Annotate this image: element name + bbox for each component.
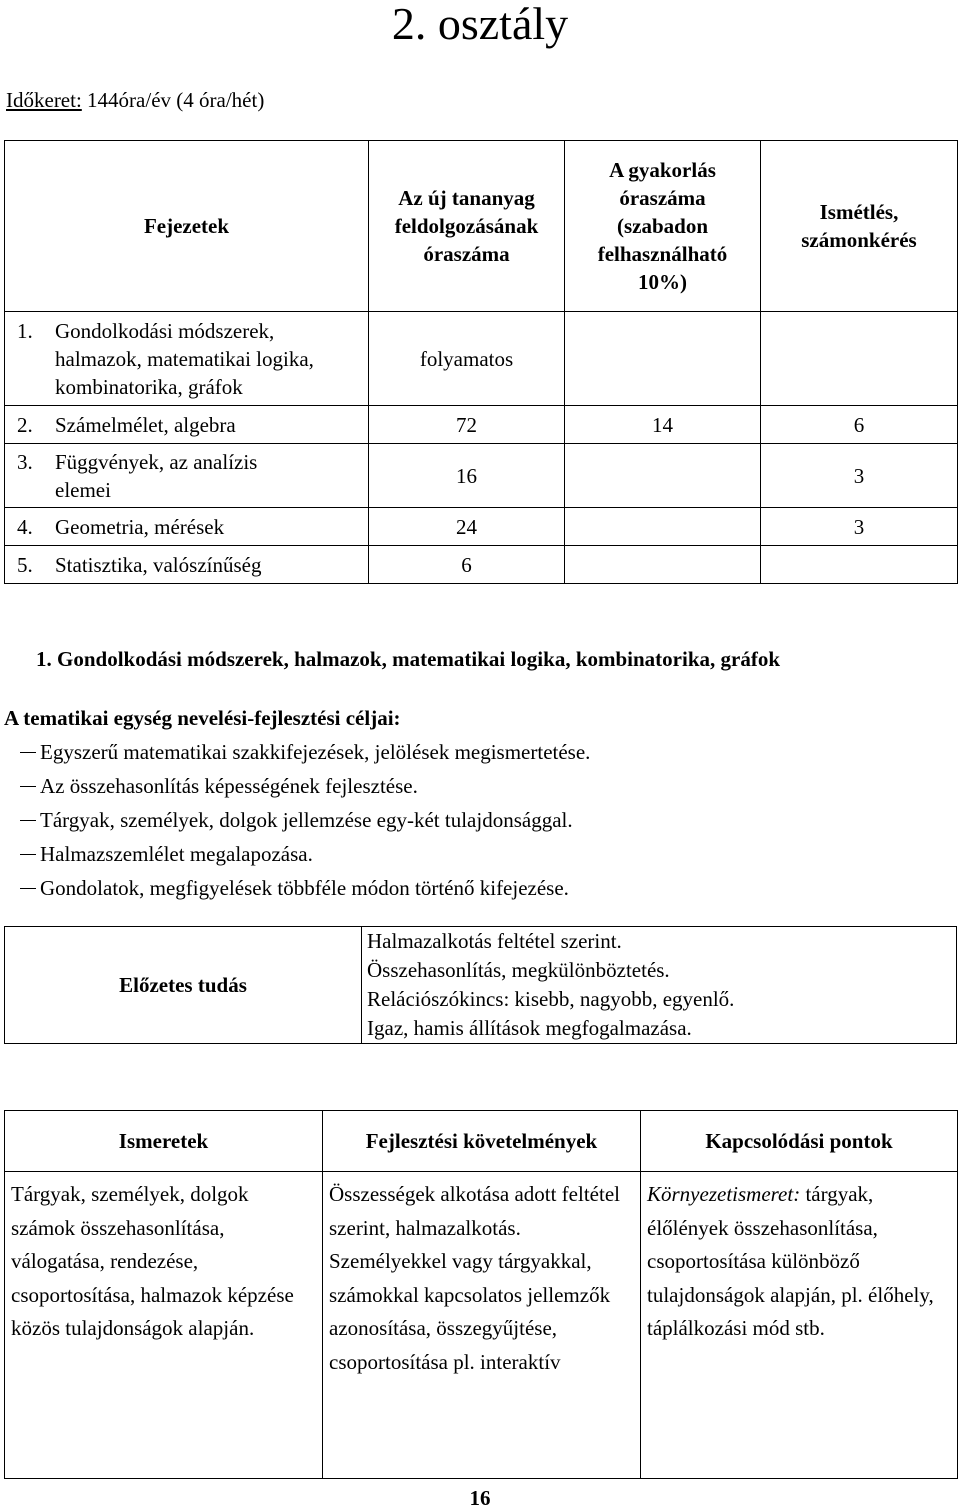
chapter-cell: 1. Gondolkodási módszerek, halmazok, matematikai logika, kombinatorika, gráfok	[5, 312, 369, 406]
requirements-cell: Összességek alkotása adott feltétel szerint, halmazalkotás. Személyekkel vagy tárgyakkal, számokkal kapcsolatos jellemzők azonosítása, összegyűjtése, csoportosítása pl. interaktív	[323, 1172, 641, 1479]
dash-bullet-icon	[20, 769, 40, 803]
dash-bullet-icon	[20, 837, 40, 871]
timeframe	[6, 86, 264, 114]
practice-hours-cell	[565, 444, 761, 508]
timeframe-value: 144óra/év (4 óra/hét)	[81, 88, 265, 112]
new-hours-cell: 24	[369, 508, 565, 546]
review-hours-cell: 3	[761, 508, 958, 546]
header-review: Ismétlés, számonkérés	[761, 141, 958, 312]
timeframe-label: Időkeret:	[6, 88, 82, 112]
header-chapters: Fejezetek	[5, 141, 369, 312]
list-item: Egyszerű matematikai szakkifejezések, jelölések megismertetése.	[20, 735, 590, 769]
dash-bullet-icon	[20, 735, 40, 769]
new-hours-cell: 16	[369, 444, 565, 508]
header-knowledge: Ismeretek	[5, 1111, 323, 1172]
list-item: Halmazszemlélet megalapozása.	[20, 837, 590, 871]
list-item: Tárgyak, személyek, dolgok jellemzése egy-két tulajdonsággal.	[20, 803, 590, 837]
new-hours-cell: folyamatos	[369, 312, 565, 406]
practice-hours-cell	[565, 546, 761, 584]
connections-cell: Környezetismeret: tárgyak, élőlények összehasonlítása, csoportosítása különböző tulajdonságok alapján, pl. élőhely, táplálkozási mód stb.	[641, 1172, 958, 1479]
chapter-cell: 3. Függvények, az analízis elemei	[5, 444, 369, 508]
review-hours-cell: 6	[761, 406, 958, 444]
review-hours-cell	[761, 312, 958, 406]
chapter-cell: 2. Számelmélet, algebra	[5, 406, 369, 444]
prior-knowledge-content: Halmazalkotás feltétel szerint. Összehasonlítás, megkülönböztetés. Relációszókincs: kisebb, nagyobb, egyenlő. Igaz, hamis állítások megfogalmazása.	[362, 927, 957, 1044]
page-title: 2. osztály	[391, 0, 569, 49]
header-practice: A gyakorlás óraszáma (szabadon felhasználható 10%)	[565, 141, 761, 312]
connections-subject: Környezetismeret:	[647, 1182, 801, 1206]
practice-hours-cell	[565, 312, 761, 406]
list-item: Gondolatok, megfigyelések többféle módon történő kifejezése.	[20, 871, 590, 905]
header-new-material: Az új tananyag feldolgozásának óraszáma	[369, 141, 565, 312]
header-connections: Kapcsolódási pontok	[641, 1111, 958, 1172]
practice-hours-cell: 14	[565, 406, 761, 444]
goals-list	[20, 735, 590, 905]
header-requirements: Fejlesztési követelmények	[323, 1111, 641, 1172]
dash-bullet-icon	[20, 803, 40, 837]
prior-knowledge-table	[4, 926, 957, 1044]
list-item: Az összehasonlítás képességének fejlesztése.	[20, 769, 590, 803]
new-hours-cell: 72	[369, 406, 565, 444]
goals-heading: A tematikai egység nevelési-fejlesztési céljai:	[4, 706, 401, 730]
review-hours-cell: 3	[761, 444, 958, 508]
review-hours-cell	[761, 546, 958, 584]
prior-knowledge-label: Előzetes tudás	[5, 927, 362, 1044]
details-table	[4, 1110, 958, 1479]
chapter-cell: 4. Geometria, mérések	[5, 508, 369, 546]
chapter-cell: 5. Statisztika, valószínűség	[5, 546, 369, 584]
dash-bullet-icon	[20, 871, 40, 905]
knowledge-cell: Tárgyak, személyek, dolgok számok összehasonlítása, válogatása, rendezése, csoportosítása, halmazok képzése közös tulajdonságok alapján.	[5, 1172, 323, 1479]
new-hours-cell: 6	[369, 546, 565, 584]
overview-table	[4, 140, 958, 584]
practice-hours-cell	[565, 508, 761, 546]
page-number: 16	[469, 1486, 491, 1510]
section-heading: 1. Gondolkodási módszerek, halmazok, matematikai logika, kombinatorika, gráfok	[36, 647, 781, 671]
